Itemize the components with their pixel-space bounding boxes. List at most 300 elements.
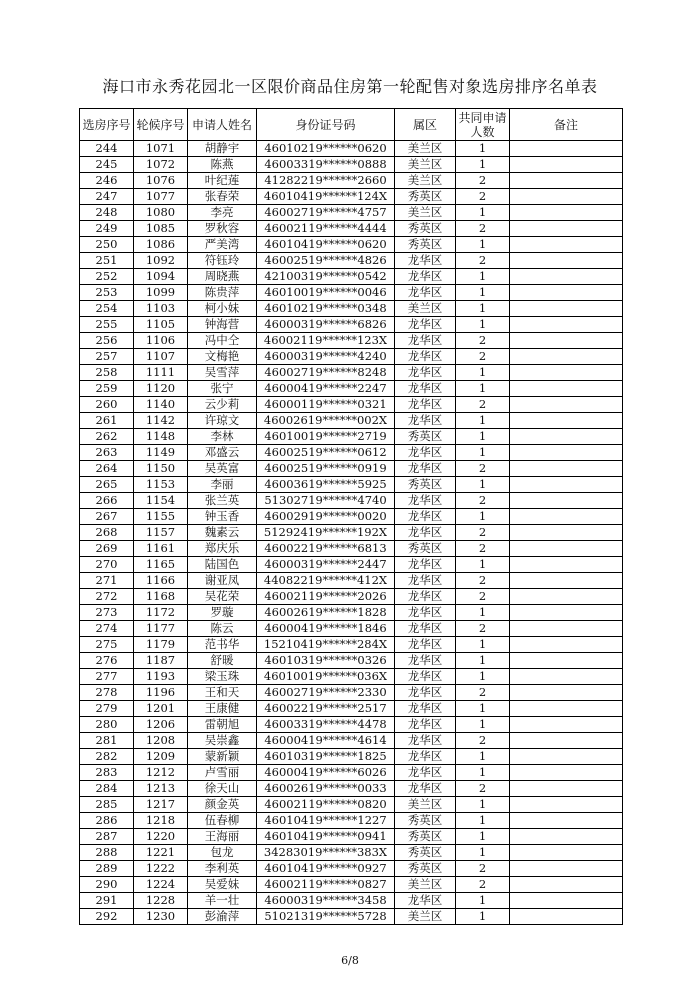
cell-id-number: 51302719******4740 bbox=[257, 493, 395, 509]
cell-co-applicants: 2 bbox=[456, 253, 510, 269]
cell-selection-no: 272 bbox=[80, 589, 134, 605]
cell-co-applicants: 1 bbox=[456, 557, 510, 573]
cell-applicant-name: 许琼文 bbox=[188, 413, 257, 429]
cell-co-applicants: 1 bbox=[456, 845, 510, 861]
table-row bbox=[80, 509, 623, 525]
cell-remarks bbox=[510, 829, 623, 845]
cell-queue-no: 1086 bbox=[134, 237, 188, 253]
cell-selection-no: 284 bbox=[80, 781, 134, 797]
cell-id-number: 46002119******123X bbox=[257, 333, 395, 349]
cell-district: 秀英区 bbox=[395, 477, 456, 493]
cell-selection-no: 247 bbox=[80, 189, 134, 205]
cell-district: 美兰区 bbox=[395, 205, 456, 221]
cell-applicant-name: 李林 bbox=[188, 429, 257, 445]
cell-co-applicants: 2 bbox=[456, 733, 510, 749]
cell-selection-no: 250 bbox=[80, 237, 134, 253]
table-row bbox=[80, 269, 623, 285]
cell-selection-no: 279 bbox=[80, 701, 134, 717]
cell-selection-no: 251 bbox=[80, 253, 134, 269]
cell-queue-no: 1201 bbox=[134, 701, 188, 717]
table-row bbox=[80, 845, 623, 861]
cell-remarks bbox=[510, 365, 623, 381]
cell-remarks bbox=[510, 605, 623, 621]
cell-co-applicants: 1 bbox=[456, 301, 510, 317]
cell-queue-no: 1193 bbox=[134, 669, 188, 685]
cell-co-applicants: 1 bbox=[456, 669, 510, 685]
cell-district: 龙华区 bbox=[395, 781, 456, 797]
cell-selection-no: 289 bbox=[80, 861, 134, 877]
cell-applicant-name: 徐天山 bbox=[188, 781, 257, 797]
cell-queue-no: 1076 bbox=[134, 173, 188, 189]
cell-co-applicants: 1 bbox=[456, 909, 510, 925]
cell-queue-no: 1077 bbox=[134, 189, 188, 205]
cell-id-number: 46002119******2026 bbox=[257, 589, 395, 605]
cell-id-number: 46002519******0612 bbox=[257, 445, 395, 461]
cell-id-number: 15210419******284X bbox=[257, 637, 395, 653]
cell-remarks bbox=[510, 717, 623, 733]
table-row bbox=[80, 797, 623, 813]
cell-remarks bbox=[510, 301, 623, 317]
cell-selection-no: 277 bbox=[80, 669, 134, 685]
cell-id-number: 46010419******0620 bbox=[257, 237, 395, 253]
cell-remarks bbox=[510, 397, 623, 413]
cell-district: 美兰区 bbox=[395, 909, 456, 925]
cell-applicant-name: 陆国色 bbox=[188, 557, 257, 573]
cell-queue-no: 1166 bbox=[134, 573, 188, 589]
cell-remarks bbox=[510, 749, 623, 765]
cell-queue-no: 1072 bbox=[134, 157, 188, 173]
cell-id-number: 46010019******0046 bbox=[257, 285, 395, 301]
cell-remarks bbox=[510, 429, 623, 445]
cell-co-applicants: 2 bbox=[456, 589, 510, 605]
table-row bbox=[80, 909, 623, 925]
cell-applicant-name: 包龙 bbox=[188, 845, 257, 861]
cell-remarks bbox=[510, 653, 623, 669]
table-row bbox=[80, 861, 623, 877]
cell-queue-no: 1080 bbox=[134, 205, 188, 221]
cell-co-applicants: 2 bbox=[456, 397, 510, 413]
cell-id-number: 46002119******4444 bbox=[257, 221, 395, 237]
cell-district: 龙华区 bbox=[395, 557, 456, 573]
cell-applicant-name: 胡静宇 bbox=[188, 141, 257, 157]
table-row bbox=[80, 733, 623, 749]
table-row bbox=[80, 781, 623, 797]
cell-applicant-name: 钟玉香 bbox=[188, 509, 257, 525]
cell-selection-no: 286 bbox=[80, 813, 134, 829]
cell-district: 龙华区 bbox=[395, 493, 456, 509]
cell-remarks bbox=[510, 765, 623, 781]
cell-selection-no: 259 bbox=[80, 381, 134, 397]
cell-selection-no: 244 bbox=[80, 141, 134, 157]
table-row bbox=[80, 765, 623, 781]
cell-applicant-name: 吴爱妹 bbox=[188, 877, 257, 893]
cell-id-number: 46010319******1825 bbox=[257, 749, 395, 765]
cell-remarks bbox=[510, 813, 623, 829]
cell-queue-no: 1107 bbox=[134, 349, 188, 365]
cell-queue-no: 1142 bbox=[134, 413, 188, 429]
cell-applicant-name: 周晓燕 bbox=[188, 269, 257, 285]
table-row bbox=[80, 445, 623, 461]
cell-id-number: 46010419******0927 bbox=[257, 861, 395, 877]
cell-queue-no: 1179 bbox=[134, 637, 188, 653]
cell-district: 龙华区 bbox=[395, 333, 456, 349]
cell-remarks bbox=[510, 557, 623, 573]
cell-applicant-name: 柯小妹 bbox=[188, 301, 257, 317]
cell-remarks bbox=[510, 621, 623, 637]
cell-selection-no: 271 bbox=[80, 573, 134, 589]
cell-applicant-name: 罗秋容 bbox=[188, 221, 257, 237]
table-row bbox=[80, 461, 623, 477]
cell-remarks bbox=[510, 477, 623, 493]
table-row bbox=[80, 141, 623, 157]
cell-applicant-name: 邓盛云 bbox=[188, 445, 257, 461]
cell-remarks bbox=[510, 269, 623, 285]
cell-queue-no: 1206 bbox=[134, 717, 188, 733]
cell-district: 龙华区 bbox=[395, 461, 456, 477]
cell-queue-no: 1105 bbox=[134, 317, 188, 333]
cell-co-applicants: 2 bbox=[456, 189, 510, 205]
cell-district: 龙华区 bbox=[395, 701, 456, 717]
cell-district: 龙华区 bbox=[395, 525, 456, 541]
cell-selection-no: 282 bbox=[80, 749, 134, 765]
table-row bbox=[80, 285, 623, 301]
cell-district: 龙华区 bbox=[395, 381, 456, 397]
cell-queue-no: 1220 bbox=[134, 829, 188, 845]
cell-selection-no: 252 bbox=[80, 269, 134, 285]
cell-co-applicants: 1 bbox=[456, 285, 510, 301]
table-row bbox=[80, 365, 623, 381]
table-row bbox=[80, 173, 623, 189]
table-row bbox=[80, 333, 623, 349]
cell-remarks bbox=[510, 877, 623, 893]
cell-remarks bbox=[510, 381, 623, 397]
cell-co-applicants: 2 bbox=[456, 173, 510, 189]
header-district: 属区 bbox=[395, 109, 456, 141]
cell-district: 龙华区 bbox=[395, 509, 456, 525]
table-body bbox=[80, 141, 623, 925]
cell-id-number: 46000319******2447 bbox=[257, 557, 395, 573]
cell-id-number: 46003319******0888 bbox=[257, 157, 395, 173]
cell-queue-no: 1092 bbox=[134, 253, 188, 269]
cell-applicant-name: 伍春柳 bbox=[188, 813, 257, 829]
table-row bbox=[80, 813, 623, 829]
cell-remarks bbox=[510, 333, 623, 349]
cell-queue-no: 1208 bbox=[134, 733, 188, 749]
cell-id-number: 51292419******192X bbox=[257, 525, 395, 541]
cell-district: 美兰区 bbox=[395, 877, 456, 893]
cell-co-applicants: 1 bbox=[456, 141, 510, 157]
table-row bbox=[80, 605, 623, 621]
cell-remarks bbox=[510, 669, 623, 685]
cell-id-number: 46002519******0919 bbox=[257, 461, 395, 477]
cell-id-number: 46010219******0620 bbox=[257, 141, 395, 157]
cell-co-applicants: 1 bbox=[456, 813, 510, 829]
cell-applicant-name: 冯中仝 bbox=[188, 333, 257, 349]
cell-selection-no: 292 bbox=[80, 909, 134, 925]
cell-queue-no: 1221 bbox=[134, 845, 188, 861]
cell-selection-no: 281 bbox=[80, 733, 134, 749]
table-row bbox=[80, 301, 623, 317]
cell-district: 龙华区 bbox=[395, 621, 456, 637]
cell-co-applicants: 2 bbox=[456, 333, 510, 349]
cell-selection-no: 269 bbox=[80, 541, 134, 557]
cell-district: 龙华区 bbox=[395, 413, 456, 429]
cell-remarks bbox=[510, 573, 623, 589]
page-number: 6/8 bbox=[341, 954, 359, 967]
cell-id-number: 46000419******1846 bbox=[257, 621, 395, 637]
cell-queue-no: 1111 bbox=[134, 365, 188, 381]
cell-id-number: 46002619******002X bbox=[257, 413, 395, 429]
cell-district: 龙华区 bbox=[395, 317, 456, 333]
cell-queue-no: 1224 bbox=[134, 877, 188, 893]
header-selection-no: 选房序号 bbox=[80, 109, 134, 141]
cell-id-number: 46010419******1227 bbox=[257, 813, 395, 829]
cell-queue-no: 1106 bbox=[134, 333, 188, 349]
cell-id-number: 46010419******0941 bbox=[257, 829, 395, 845]
cell-queue-no: 1213 bbox=[134, 781, 188, 797]
cell-district: 秀英区 bbox=[395, 189, 456, 205]
cell-selection-no: 268 bbox=[80, 525, 134, 541]
cell-co-applicants: 1 bbox=[456, 749, 510, 765]
cell-remarks bbox=[510, 141, 623, 157]
table-row bbox=[80, 429, 623, 445]
table-header-row bbox=[80, 109, 623, 141]
cell-selection-no: 261 bbox=[80, 413, 134, 429]
cell-queue-no: 1217 bbox=[134, 797, 188, 813]
cell-remarks bbox=[510, 893, 623, 909]
cell-remarks bbox=[510, 701, 623, 717]
cell-selection-no: 246 bbox=[80, 173, 134, 189]
table-row bbox=[80, 749, 623, 765]
cell-queue-no: 1230 bbox=[134, 909, 188, 925]
cell-id-number: 46000419******4614 bbox=[257, 733, 395, 749]
cell-co-applicants: 2 bbox=[456, 861, 510, 877]
table-row bbox=[80, 237, 623, 253]
table-row bbox=[80, 589, 623, 605]
cell-queue-no: 1153 bbox=[134, 477, 188, 493]
cell-co-applicants: 1 bbox=[456, 477, 510, 493]
cell-selection-no: 254 bbox=[80, 301, 134, 317]
cell-district: 龙华区 bbox=[395, 749, 456, 765]
cell-co-applicants: 2 bbox=[456, 221, 510, 237]
table-row bbox=[80, 349, 623, 365]
cell-remarks bbox=[510, 525, 623, 541]
table-row bbox=[80, 669, 623, 685]
cell-selection-no: 283 bbox=[80, 765, 134, 781]
cell-selection-no: 266 bbox=[80, 493, 134, 509]
cell-applicant-name: 谢亚凤 bbox=[188, 573, 257, 589]
cell-id-number: 46003319******4478 bbox=[257, 717, 395, 733]
cell-applicant-name: 陈云 bbox=[188, 621, 257, 637]
table-row bbox=[80, 525, 623, 541]
cell-selection-no: 257 bbox=[80, 349, 134, 365]
header-id-number: 身份证号码 bbox=[257, 109, 395, 141]
cell-co-applicants: 2 bbox=[456, 349, 510, 365]
table-row bbox=[80, 621, 623, 637]
table-row bbox=[80, 829, 623, 845]
table-row bbox=[80, 685, 623, 701]
cell-district: 美兰区 bbox=[395, 141, 456, 157]
cell-applicant-name: 卢雪丽 bbox=[188, 765, 257, 781]
cell-selection-no: 275 bbox=[80, 637, 134, 653]
cell-remarks bbox=[510, 317, 623, 333]
cell-queue-no: 1085 bbox=[134, 221, 188, 237]
cell-queue-no: 1157 bbox=[134, 525, 188, 541]
cell-applicant-name: 王和天 bbox=[188, 685, 257, 701]
cell-applicant-name: 钟海营 bbox=[188, 317, 257, 333]
cell-remarks bbox=[510, 413, 623, 429]
cell-applicant-name: 范书华 bbox=[188, 637, 257, 653]
cell-selection-no: 253 bbox=[80, 285, 134, 301]
cell-selection-no: 248 bbox=[80, 205, 134, 221]
cell-remarks bbox=[510, 509, 623, 525]
header-remarks: 备注 bbox=[510, 109, 623, 141]
cell-selection-no: 290 bbox=[80, 877, 134, 893]
cell-co-applicants: 2 bbox=[456, 573, 510, 589]
cell-applicant-name: 吴崇鑫 bbox=[188, 733, 257, 749]
cell-queue-no: 1168 bbox=[134, 589, 188, 605]
cell-co-applicants: 1 bbox=[456, 205, 510, 221]
cell-applicant-name: 李丽 bbox=[188, 477, 257, 493]
cell-co-applicants: 1 bbox=[456, 637, 510, 653]
cell-applicant-name: 羊一壮 bbox=[188, 893, 257, 909]
cell-applicant-name: 彭渝萍 bbox=[188, 909, 257, 925]
cell-co-applicants: 1 bbox=[456, 797, 510, 813]
cell-id-number: 46003619******5925 bbox=[257, 477, 395, 493]
cell-id-number: 44082219******412X bbox=[257, 573, 395, 589]
cell-id-number: 46000319******6826 bbox=[257, 317, 395, 333]
cell-selection-no: 256 bbox=[80, 333, 134, 349]
table-row bbox=[80, 557, 623, 573]
cell-queue-no: 1103 bbox=[134, 301, 188, 317]
cell-queue-no: 1154 bbox=[134, 493, 188, 509]
cell-remarks bbox=[510, 541, 623, 557]
table-row bbox=[80, 157, 623, 173]
cell-applicant-name: 王海丽 bbox=[188, 829, 257, 845]
cell-remarks bbox=[510, 685, 623, 701]
cell-id-number: 46002719******2330 bbox=[257, 685, 395, 701]
cell-id-number: 46000319******3458 bbox=[257, 893, 395, 909]
cell-selection-no: 267 bbox=[80, 509, 134, 525]
cell-remarks bbox=[510, 909, 623, 925]
table-row bbox=[80, 701, 623, 717]
cell-id-number: 46010019******2719 bbox=[257, 429, 395, 445]
cell-remarks bbox=[510, 461, 623, 477]
cell-remarks bbox=[510, 205, 623, 221]
cell-district: 龙华区 bbox=[395, 397, 456, 413]
cell-applicant-name: 叶纪莲 bbox=[188, 173, 257, 189]
cell-selection-no: 288 bbox=[80, 845, 134, 861]
cell-district: 龙华区 bbox=[395, 733, 456, 749]
cell-district: 龙华区 bbox=[395, 605, 456, 621]
cell-co-applicants: 1 bbox=[456, 365, 510, 381]
cell-applicant-name: 舒暖 bbox=[188, 653, 257, 669]
cell-remarks bbox=[510, 733, 623, 749]
cell-applicant-name: 罗璇 bbox=[188, 605, 257, 621]
cell-id-number: 46000419******2247 bbox=[257, 381, 395, 397]
table-row bbox=[80, 717, 623, 733]
cell-applicant-name: 梁玉珠 bbox=[188, 669, 257, 685]
cell-selection-no: 274 bbox=[80, 621, 134, 637]
cell-remarks bbox=[510, 253, 623, 269]
cell-remarks bbox=[510, 349, 623, 365]
header-queue-no: 轮候序号 bbox=[134, 109, 188, 141]
cell-selection-no: 249 bbox=[80, 221, 134, 237]
table-row bbox=[80, 413, 623, 429]
cell-co-applicants: 2 bbox=[456, 493, 510, 509]
cell-co-applicants: 2 bbox=[456, 877, 510, 893]
cell-remarks bbox=[510, 157, 623, 173]
cell-applicant-name: 张宁 bbox=[188, 381, 257, 397]
cell-queue-no: 1222 bbox=[134, 861, 188, 877]
cell-district: 龙华区 bbox=[395, 365, 456, 381]
cell-applicant-name: 陈燕 bbox=[188, 157, 257, 173]
table-row bbox=[80, 397, 623, 413]
cell-queue-no: 1161 bbox=[134, 541, 188, 557]
cell-queue-no: 1196 bbox=[134, 685, 188, 701]
cell-id-number: 46010319******0326 bbox=[257, 653, 395, 669]
cell-selection-no: 273 bbox=[80, 605, 134, 621]
cell-remarks bbox=[510, 637, 623, 653]
cell-id-number: 46010419******124X bbox=[257, 189, 395, 205]
cell-id-number: 46002119******0820 bbox=[257, 797, 395, 813]
cell-co-applicants: 1 bbox=[456, 237, 510, 253]
cell-remarks bbox=[510, 861, 623, 877]
cell-district: 龙华区 bbox=[395, 685, 456, 701]
cell-co-applicants: 1 bbox=[456, 269, 510, 285]
cell-remarks bbox=[510, 285, 623, 301]
cell-id-number: 34283019******383X bbox=[257, 845, 395, 861]
cell-remarks bbox=[510, 173, 623, 189]
cell-district: 秀英区 bbox=[395, 237, 456, 253]
cell-applicant-name: 李利英 bbox=[188, 861, 257, 877]
cell-district: 龙华区 bbox=[395, 765, 456, 781]
cell-co-applicants: 2 bbox=[456, 781, 510, 797]
cell-district: 秀英区 bbox=[395, 221, 456, 237]
cell-district: 龙华区 bbox=[395, 573, 456, 589]
cell-remarks bbox=[510, 797, 623, 813]
table-row bbox=[80, 493, 623, 509]
cell-queue-no: 1177 bbox=[134, 621, 188, 637]
cell-selection-no: 260 bbox=[80, 397, 134, 413]
cell-remarks bbox=[510, 845, 623, 861]
cell-applicant-name: 云少莉 bbox=[188, 397, 257, 413]
cell-district: 龙华区 bbox=[395, 445, 456, 461]
cell-co-applicants: 1 bbox=[456, 445, 510, 461]
cell-queue-no: 1155 bbox=[134, 509, 188, 525]
cell-applicant-name: 吴雪萍 bbox=[188, 365, 257, 381]
cell-co-applicants: 1 bbox=[456, 381, 510, 397]
cell-selection-no: 262 bbox=[80, 429, 134, 445]
cell-id-number: 51021319******5728 bbox=[257, 909, 395, 925]
header-co-applicants: 共同申请人数 bbox=[456, 109, 510, 141]
cell-co-applicants: 1 bbox=[456, 893, 510, 909]
cell-selection-no: 255 bbox=[80, 317, 134, 333]
cell-queue-no: 1120 bbox=[134, 381, 188, 397]
cell-selection-no: 287 bbox=[80, 829, 134, 845]
cell-district: 龙华区 bbox=[395, 285, 456, 301]
cell-district: 秀英区 bbox=[395, 861, 456, 877]
cell-selection-no: 278 bbox=[80, 685, 134, 701]
table-row bbox=[80, 381, 623, 397]
cell-applicant-name: 符钰玲 bbox=[188, 253, 257, 269]
cell-selection-no: 270 bbox=[80, 557, 134, 573]
cell-district: 龙华区 bbox=[395, 717, 456, 733]
cell-applicant-name: 张春荣 bbox=[188, 189, 257, 205]
cell-co-applicants: 1 bbox=[456, 429, 510, 445]
table-row bbox=[80, 573, 623, 589]
cell-remarks bbox=[510, 445, 623, 461]
